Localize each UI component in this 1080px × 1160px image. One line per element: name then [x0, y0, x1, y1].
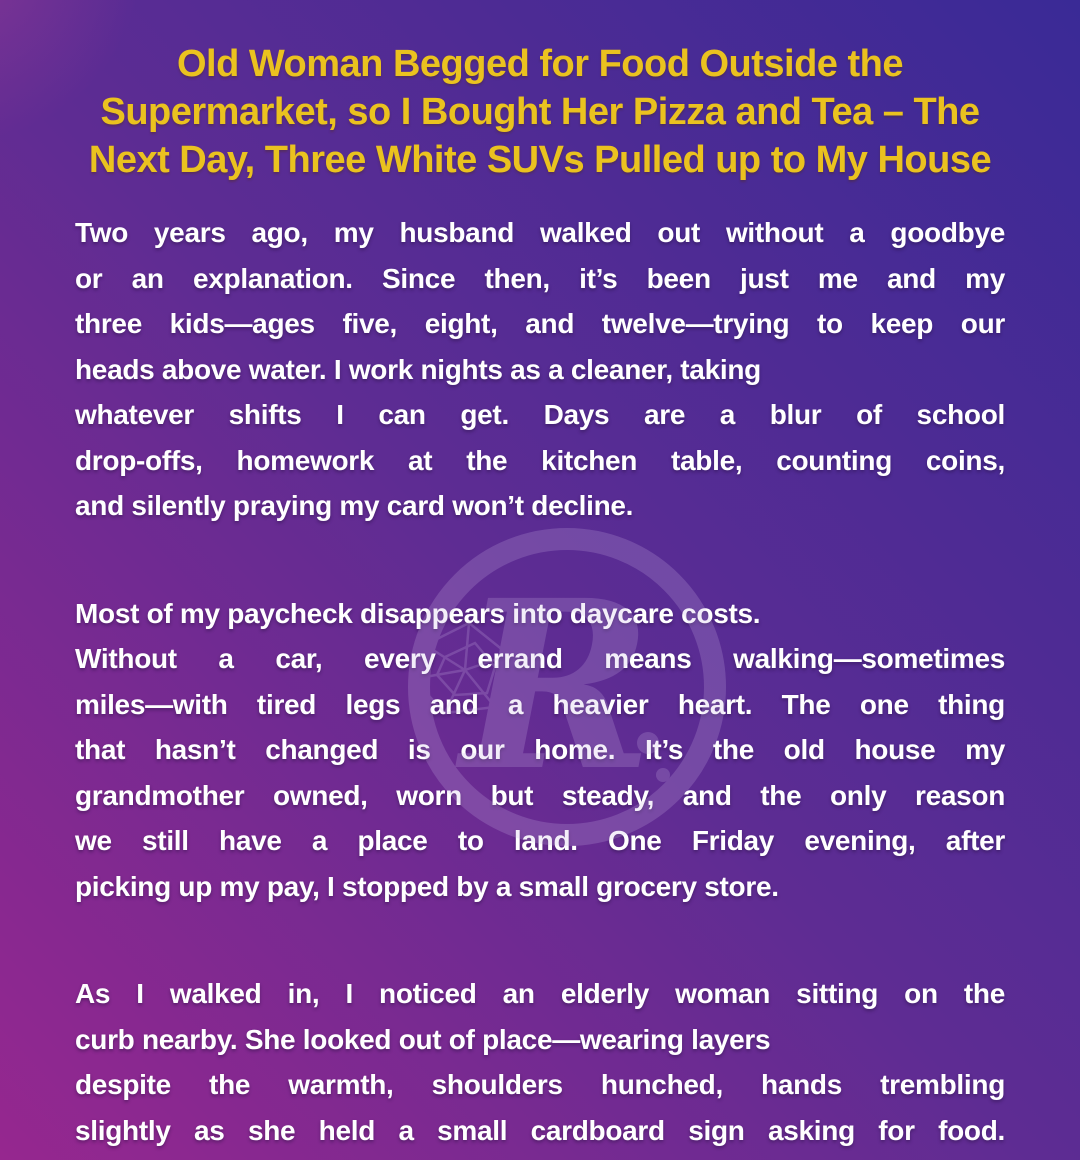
paragraph-line: Most of my paycheck disappears into daycare costs.	[75, 597, 761, 629]
paragraph-line: miles—with tired legs and a heavier heart. The one thing	[75, 688, 1005, 720]
story-paragraph-3	[75, 971, 1005, 1153]
paragraph-line: and silently praying my card won’t decline.	[75, 490, 634, 521]
paragraph-line: three kids—ages five, eight, and twelve—trying to keep our	[75, 308, 1005, 339]
paragraph-line: grandmother owned, worn but steady, and the only reason	[75, 779, 1005, 811]
paragraph-line: heads above water. I work nights as a cleaner, taking	[75, 353, 761, 385]
paragraph-line: despite the warmth, shoulders hunched, hands trembling	[75, 1069, 1005, 1100]
paragraph-line: that hasn’t changed is our home. It’s the old house my	[75, 734, 1005, 765]
story-body	[0, 210, 1080, 1153]
title-line-2: Supermarket, so I Bought Her Pizza and Tea – The	[100, 91, 980, 133]
story-paragraph-2	[75, 591, 1005, 910]
paragraph-line: drop-offs, homework at the kitchen table, counting coins,	[75, 444, 1005, 476]
watermark-letter: R	[460, 549, 654, 822]
paragraph-line: Two years ago, my husband walked out without a goodbye	[75, 217, 1005, 248]
paragraph-line: whatever shifts I can get. Days are a blur of school	[75, 399, 1005, 430]
title-line-3: Next Day, Three White SUVs Pulled up to My House	[88, 139, 992, 181]
title-line-1: Old Woman Begged for Food Outside the	[176, 43, 903, 85]
paragraph-line: or an explanation. Since then, it’s been just me and my	[75, 262, 1005, 294]
paragraph-line: Without a car, every errand means walking—sometimes	[75, 643, 1005, 674]
paragraph-line: we still have a place to land. One Friday evening, after	[75, 825, 1005, 856]
paragraph-line: As I walked in, I noticed an elderly woman sitting on the	[75, 978, 1005, 1009]
story-title	[0, 0, 1080, 184]
story-paragraph-1	[75, 210, 1005, 529]
paragraph-line: picking up my pay, I stopped by a small grocery store.	[75, 870, 779, 902]
paragraph-line: slightly as she held a small cardboard sign asking for food.	[75, 1114, 1005, 1146]
paragraph-line: curb nearby. She looked out of place—wearing layers	[75, 1023, 771, 1055]
